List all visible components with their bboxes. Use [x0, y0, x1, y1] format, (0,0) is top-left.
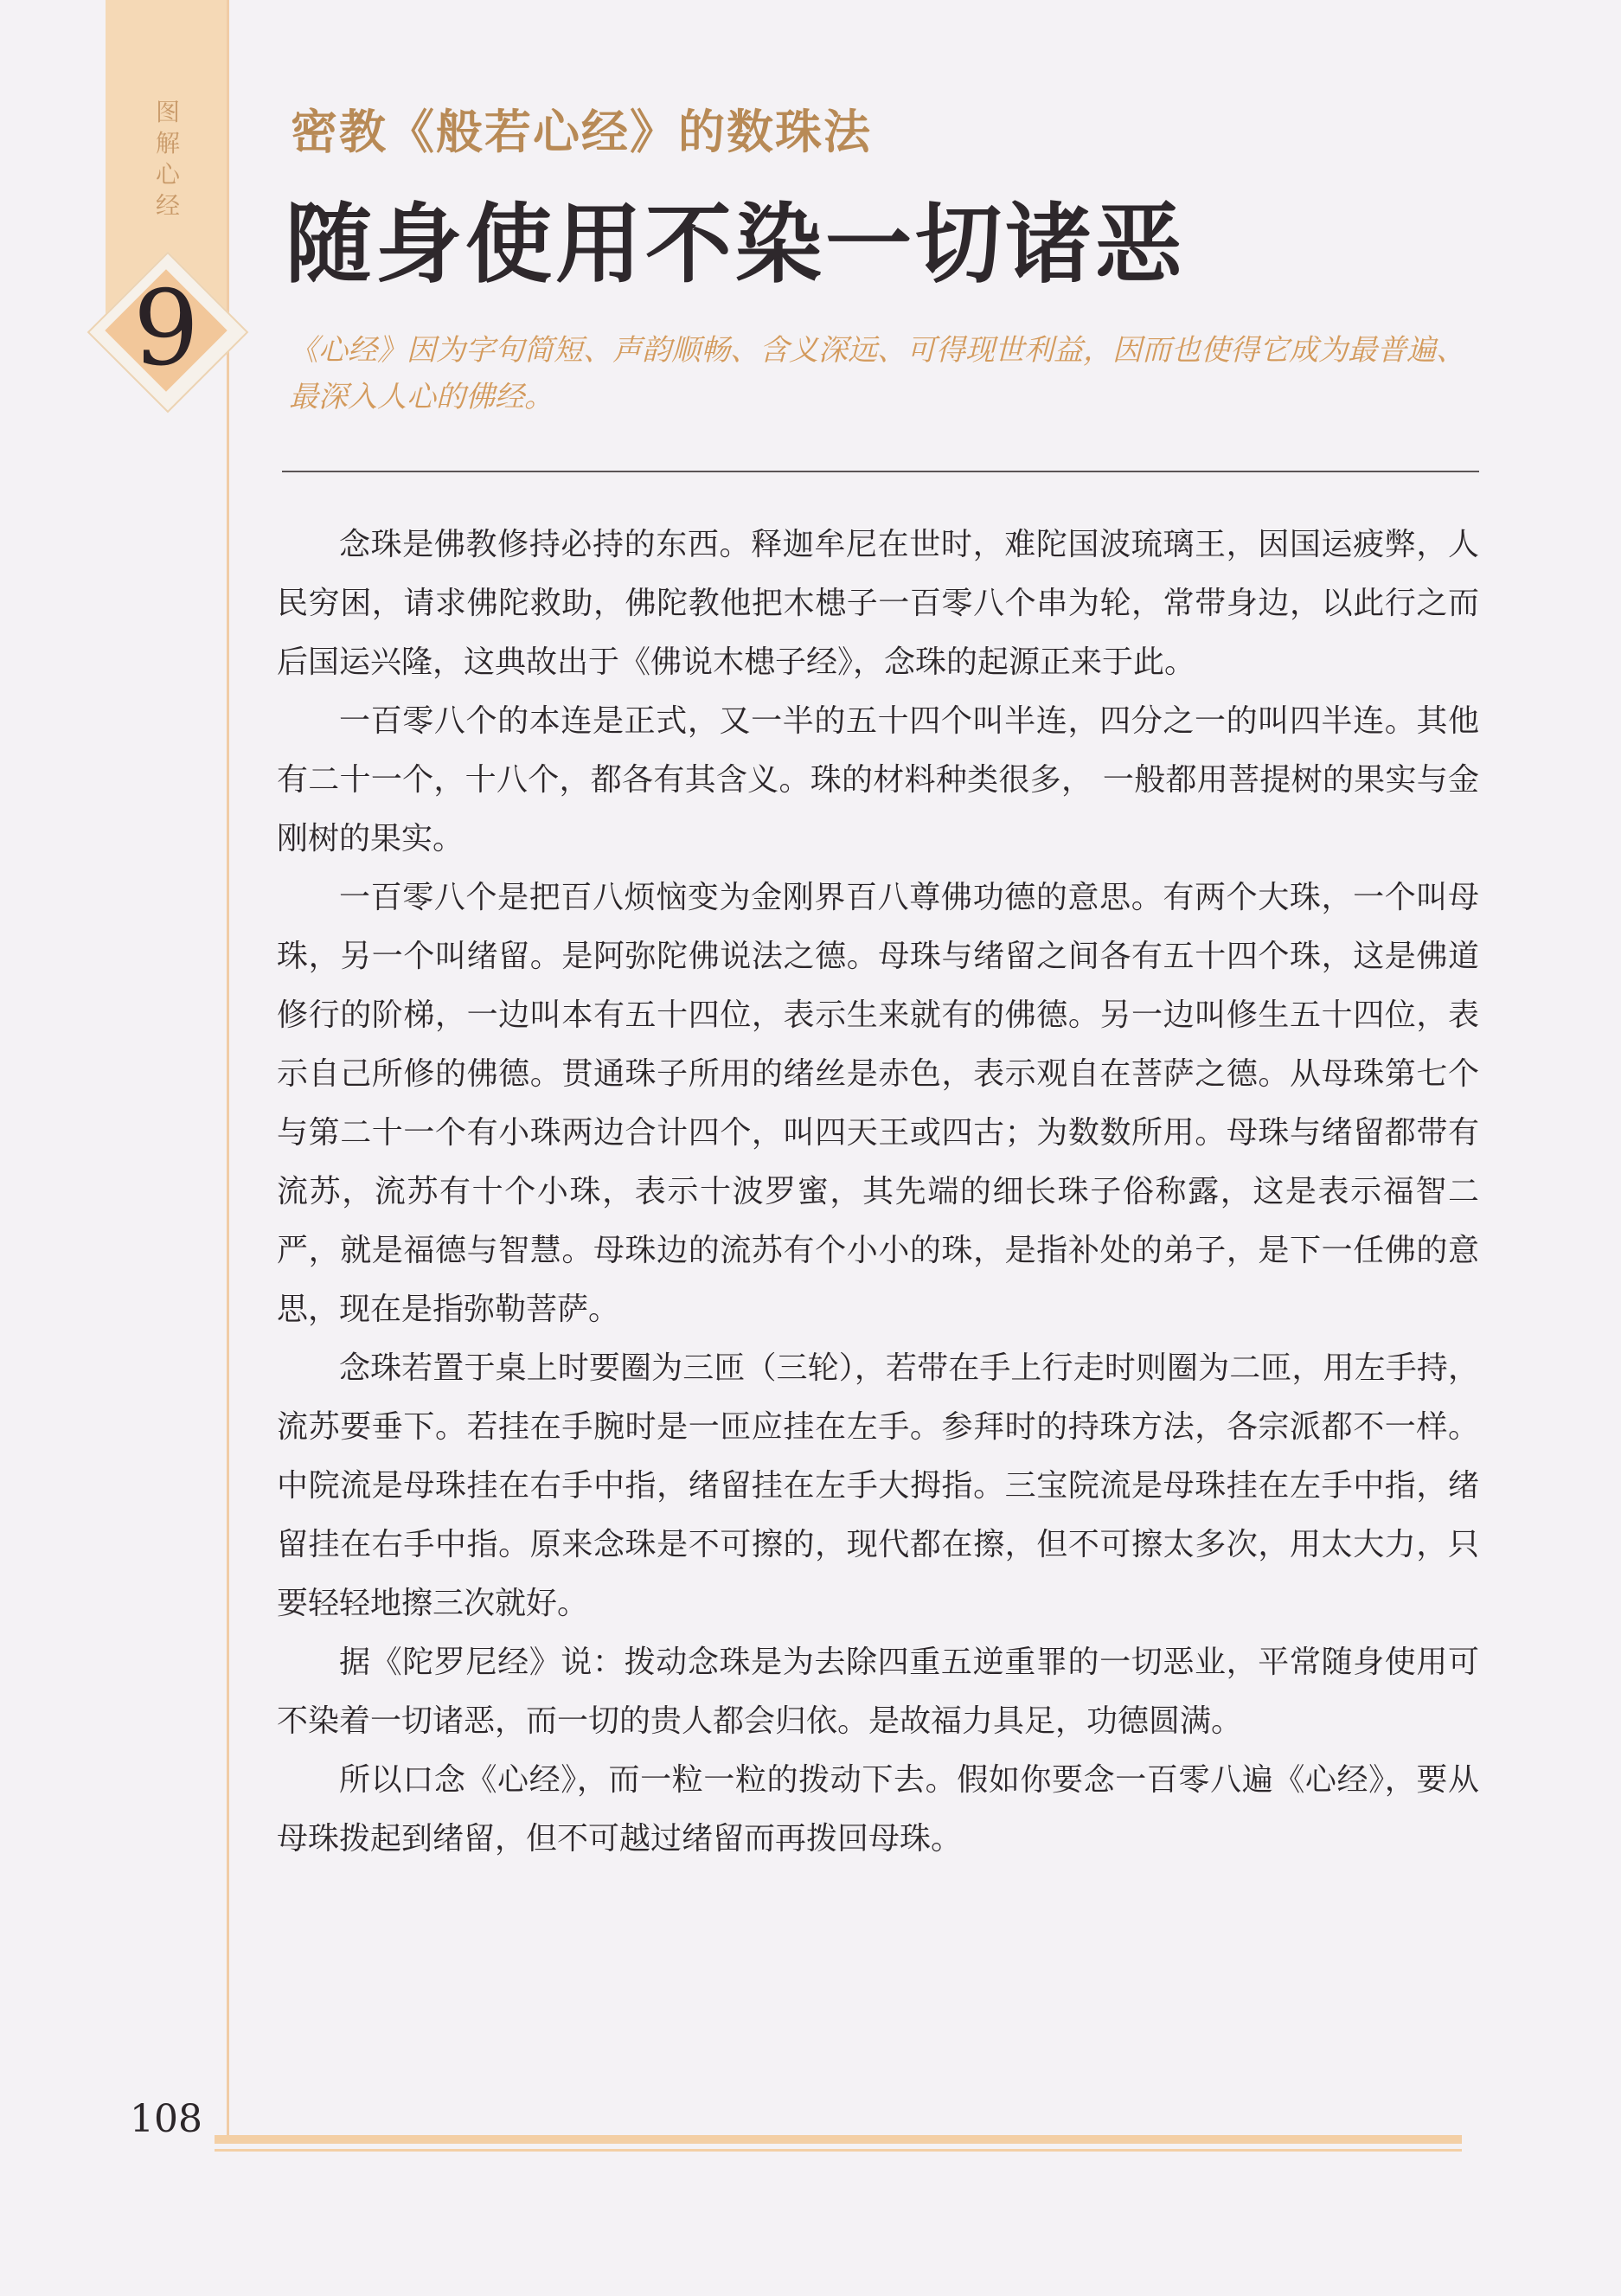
article-body: [277, 516, 1479, 1869]
paragraph: 一百零八个的本连是正式，又一半的五十四个叫半连，四分之一的叫四半连。其他有二十一个，十八个，都各有其含义。珠的材料种类很多， 一般都用菩提树的果实与金刚树的果实。: [277, 703, 1479, 856]
paragraph: 据《陀罗尼经》说：拨动念珠是为去除四重五逆重罪的一切恶业，平常随身使用可不染着一切诸恶，而一切的贵人都会归依。是故福力具足，功德圆满。: [277, 1645, 1479, 1739]
page-title: 随身使用不染一切诸恶: [285, 193, 1185, 295]
paragraph: 所以口念《心经》，而一粒一粒的拨动下去。假如你要念一百零八遍《心经》，要从母珠拨起到绪留，但不可越过绪留而再拨回母珠。: [277, 1762, 1479, 1857]
paragraph: 一百零八个是把百八烦恼变为金刚界百八尊佛功德的意思。有两个大珠，一个叫母珠，另一个叫绪留。是阿弥陀佛说法之德。母珠与绪留之间各有五十四个珠，这是佛道修行的阶梯，一边叫本有五十四位，表示生来就有的佛德。另一边叫修生五十四位，表示自己所修的佛德。贯通珠子所用的绪丝是赤色，表示观自在菩萨之德。从母珠第七个与第二十一个有小珠两边合计四个，叫四天王或四古；为数数所用。母珠与绪留都带有流苏，流苏有十个小珠，表示十波罗蜜，其先端的细长珠子俗称露，这是表示福智二严，就是福德与智慧。母珠边的流苏有个小小的珠，是指补处的弟子，是下一任佛的意思，现在是指弥勒菩萨。: [277, 880, 1479, 1327]
intro-summary: 《心经》因为字句简短、声韵顺畅、含义深远、可得现世利益，因而也使得它成为最普遍、最深入人心的佛经。: [289, 333, 1465, 414]
chapter-badge: [80, 244, 253, 417]
footer-rule: [215, 2135, 1462, 2144]
footer-rule-thin: [215, 2149, 1462, 2152]
header-divider: [282, 471, 1479, 472]
section-subtitle: 密教《般若心经》的数珠法: [291, 104, 872, 159]
chapter-number: 9: [132, 269, 200, 389]
page-number: 108: [130, 2097, 202, 2141]
paragraph: 念珠是佛教修持必持的东西。释迦牟尼在世时，难陀国波琉璃王，因国运疲弊，人民穷困，请求佛陀救助，佛陀教他把木槵子一百零八个串为轮，常带身边，以此行之而后国运兴隆，这典故出于《佛说木槵子经》，念珠的起源正来于此。: [277, 527, 1479, 680]
paragraph: 念珠若置于桌上时要圈为三匝（三轮），若带在手上行走时则圈为二匝，用左手持，流苏要垂下。若挂在手腕时是一匝应挂在左手。参拜时的持珠方法，各宗派都不一样。中院流是母珠挂在右手中指，绪留挂在左手大拇指。三宝院流是母珠挂在左手中指，绪留挂在右手中指。原来念珠是不可擦的，现代都在擦，但不可擦太多次，用太大力，只要轻轻地擦三次就好。: [277, 1350, 1479, 1621]
book-series-label: 图解心经: [155, 98, 180, 220]
